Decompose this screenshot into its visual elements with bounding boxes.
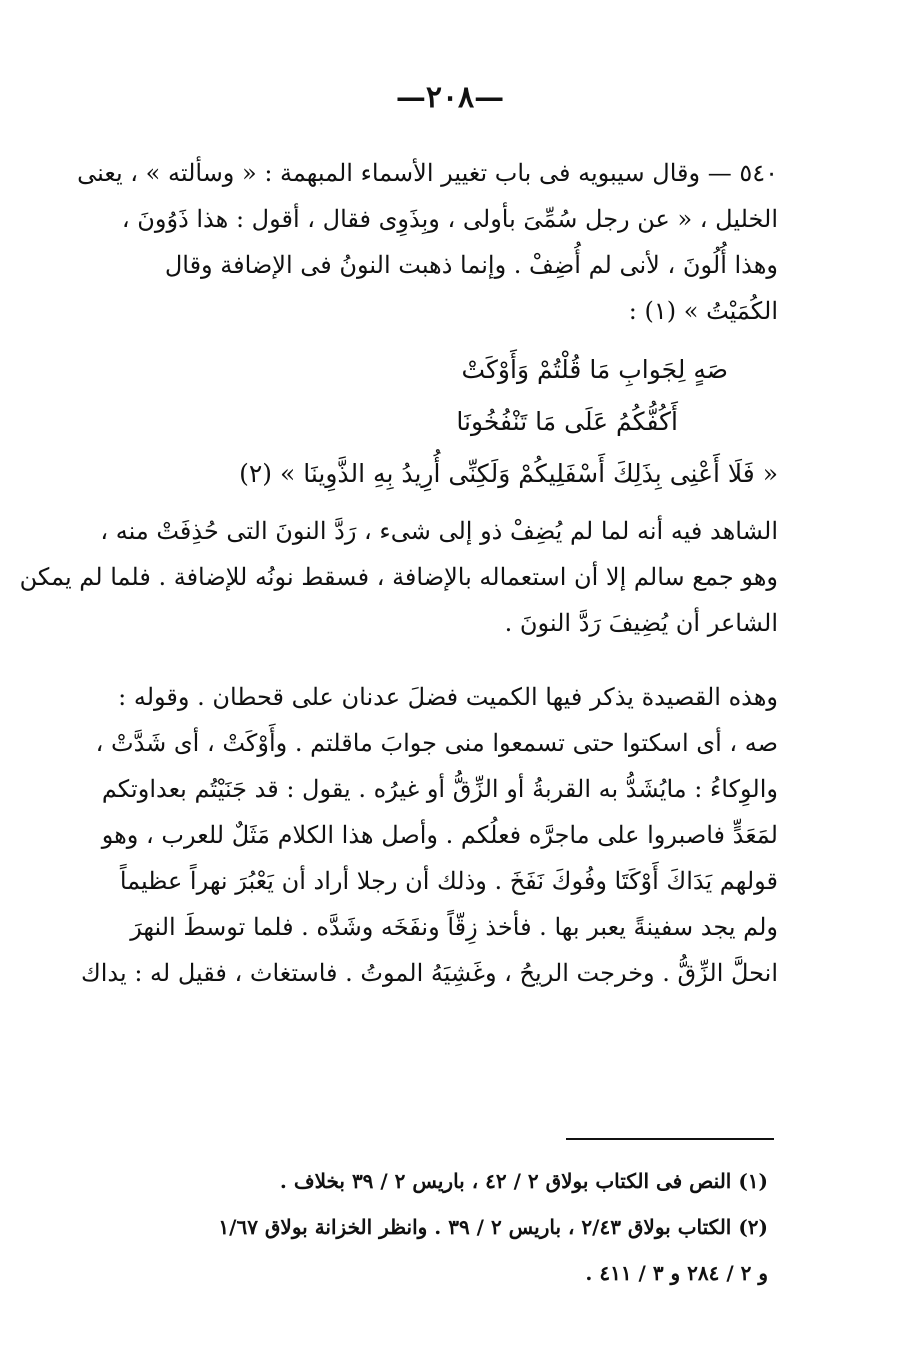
paragraph-intro — [77, 150, 778, 334]
text-line: صه ، أى اسكتوا حتى تسمعوا منى جوابَ ماقلتم . وأَوْكَتْ ، أى شَدَّتْ ، — [95, 729, 778, 757]
text-line: انحلَّ الزِّقُّ . وخرجت الريحُ ، وغَشِيَهُ الموتُ . فاستغاث ، فقيل له : يداك — [80, 959, 778, 987]
text-line: والوِكاءُ : مايُشَدُّ به القربةُ أو الزِّقُّ أو غيرُه . يقول : قد جَنَيْتُم بعداوتكم — [101, 775, 778, 803]
poem-verses — [118, 344, 778, 500]
paragraph-commentary — [19, 508, 778, 646]
paragraph-explanation — [80, 674, 778, 996]
verse-line: صَهٍ لِجَوابِ مَا قُلْتُمْ وَأَوْكَتْ — [461, 355, 728, 384]
footnote-1: (١) النص فى الكتاب بولاق ٢ / ٤٢ ، باريس ٢ / ٣٩ بخلاف . — [279, 1169, 768, 1193]
text-line: الشاهد فيه أنه لما لم يُضِفْ ذو إلى شىء ، رَدَّ النونَ التى حُذِفَتْ منه ، — [100, 517, 778, 545]
footnote-divider — [566, 1138, 774, 1140]
text-line: الخليل ، « عن رجل سُمِّىَ بأولى ، وبِذَوِى فقال ، أقول : هذا ذَوُونَ ، — [121, 205, 778, 233]
text-line: وهذه القصيدة يذكر فيها الكميت فضلَ عدنان على قحطان . وقوله : — [118, 683, 778, 711]
paragraph-gap — [118, 646, 778, 674]
verse-line: أَكُفُّكُمُ عَلَى مَا تَنْفُخُونَا — [456, 407, 678, 436]
text-line: لمَعَدٍّ فاصبروا على ماجرَّه فعلُكم . وأصل هذا الكلام مَثَلٌ للعرب ، وهو — [101, 821, 778, 849]
text-line: قولهم يَدَاكَ أَوْكَتَا وفُوكَ نَفَخَ . وذلك أن رجلا أراد أن يَعْبُرَ نهراً عظيماً — [119, 867, 778, 895]
footnote-2-continued: و ٢ / ٢٨٤ و ٣ / ٤١١ . — [585, 1261, 768, 1285]
verse-line: « فَلَا أَعْنِى بِذَلِكَ أَسْفَلِيكُمْ وَلَكِنِّى أُرِيدُ بِهِ الذَّوِينَا » (٢) — [239, 459, 778, 488]
text-line: ٥٤٠ — وقال سيبويه فى باب تغيير الأسماء المبهمة : « وسألته » ، يعنى — [77, 159, 778, 187]
text-line: ولم يجد سفينةً يعبر بها . فأخذ زِقّاً ونفَخَه وشَدَّه . فلما توسطَ النهرَ — [130, 913, 778, 941]
footnotes — [118, 1158, 768, 1296]
footnote-2: (٢) الكتاب بولاق ٢/٤٣ ، باريس ٢ / ٣٩ . وانظر الخزانة بولاق ١/٦٧ — [218, 1215, 768, 1239]
text-line: وهو جمع سالم إلا أن استعماله بالإضافة ، فسقط نونُه للإضافة . فلما لم يمكن — [19, 563, 778, 591]
text-line: وهذا أُلُونَ ، لأنى لم أُضِفْ . وإنما ذهبت النونُ فى الإضافة وقال — [164, 251, 778, 279]
main-text — [19, 150, 778, 996]
page-number: —٢٠٨— — [395, 80, 505, 115]
text-line: الشاعر أن يُضِيفَ رَدَّ النونَ . — [504, 609, 778, 637]
text-line: الكُمَيْتُ » (١) : — [628, 297, 778, 325]
